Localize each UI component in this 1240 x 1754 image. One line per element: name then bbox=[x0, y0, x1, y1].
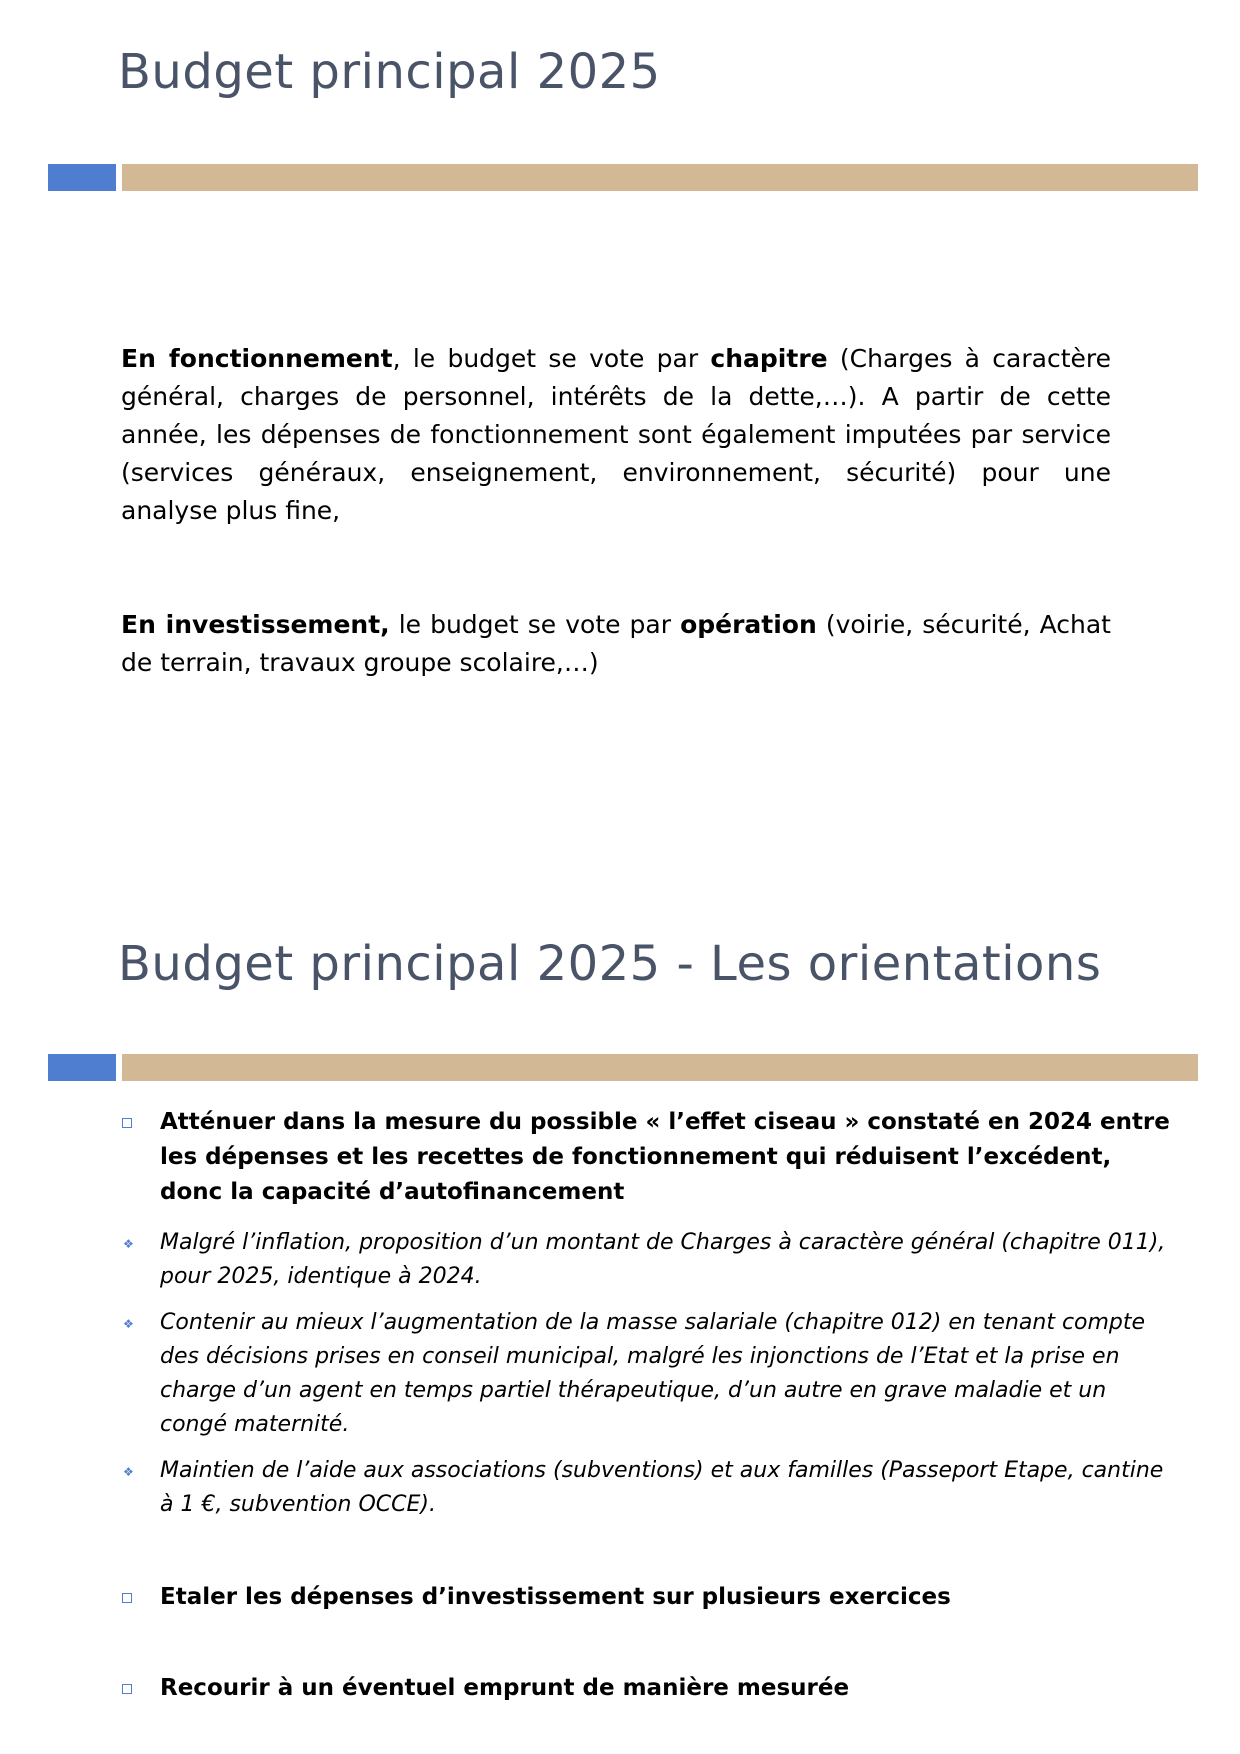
investissement-term: En investissement, bbox=[121, 610, 390, 639]
title-accent-tan-bar bbox=[122, 1054, 1198, 1081]
fonctionnement-paragraph bbox=[121, 340, 1111, 530]
investissement-paragraph bbox=[121, 606, 1111, 682]
fonctionnement-term: En fonctionnement bbox=[121, 344, 393, 373]
orientation-subitem bbox=[116, 1306, 1176, 1442]
orientation-text: Contenir au mieux l’augmentation de la masse salariale (chapitre 012) en tenant compte des décisions prises en conseil municipal, malgré les injonctions de l’Etat et la prise en charge d’un agent en temps partiel thérapeutique, d’un autre en grave maladie et un congé maternité. bbox=[160, 1310, 1146, 1437]
orientation-subitem bbox=[116, 1226, 1176, 1294]
title-accent-tan-bar bbox=[122, 164, 1198, 191]
diamond-bullet-icon: ❖ bbox=[123, 1237, 134, 1251]
orientation-text: Atténuer dans la mesure du possible « l’effet ciseau » constaté en 2024 entre les dépenses et les recettes de fonctionnement qui réduisent l’excédent, donc la capacité d’autofinancement bbox=[160, 1109, 1170, 1205]
investissement-text-2: (voirie, sécurité, Achat de terrain, travaux groupe scolaire,…) bbox=[121, 610, 1111, 677]
orientation-item bbox=[116, 1671, 1176, 1706]
section2-title: Budget principal 2025 - Les orientations bbox=[118, 936, 1102, 992]
diamond-bullet-icon: ❖ bbox=[123, 1317, 134, 1331]
title-accent-blue-bar bbox=[48, 1054, 116, 1081]
orientation-text: Recourir à un éventuel emprunt de manière mesurée bbox=[160, 1675, 850, 1701]
title-accent-blue-bar bbox=[48, 164, 116, 191]
square-bullet-icon bbox=[122, 1593, 132, 1603]
orientation-subitem bbox=[116, 1454, 1176, 1522]
orientation-item bbox=[116, 1580, 1176, 1615]
orientation-text: Maintien de l’aide aux associations (subventions) et aux familles (Passeport Etape, cantine à 1 €, subvention OCCE). bbox=[160, 1458, 1164, 1517]
orientations-list bbox=[116, 1093, 1176, 1706]
fonctionnement-text-2: (Charges à caractère général, charges de personnel, intérêts de la dette,…). A partir de cette année, les dépenses de fonctionnement sont également imputées par service (services généraux, enseignement, environnement, sécurité) pour une analyse plus fine, bbox=[121, 344, 1111, 525]
operation-term: opération bbox=[680, 610, 817, 639]
orientation-text: Etaler les dépenses d’investissement sur plusieurs exercices bbox=[160, 1584, 951, 1610]
square-bullet-icon bbox=[122, 1118, 132, 1128]
section1-title: Budget principal 2025 bbox=[118, 44, 661, 100]
chapitre-term: chapitre bbox=[710, 344, 828, 373]
orientation-text: Malgré l’inflation, proposition d’un montant de Charges à caractère général (chapitre 011), pour 2025, identique à 2024. bbox=[160, 1230, 1166, 1289]
fonctionnement-text-1: , le budget se vote par bbox=[392, 344, 711, 373]
orientation-item bbox=[116, 1105, 1176, 1210]
square-bullet-icon bbox=[122, 1684, 132, 1694]
diamond-bullet-icon: ❖ bbox=[123, 1465, 134, 1479]
investissement-text-1: le budget se vote par bbox=[389, 610, 681, 639]
